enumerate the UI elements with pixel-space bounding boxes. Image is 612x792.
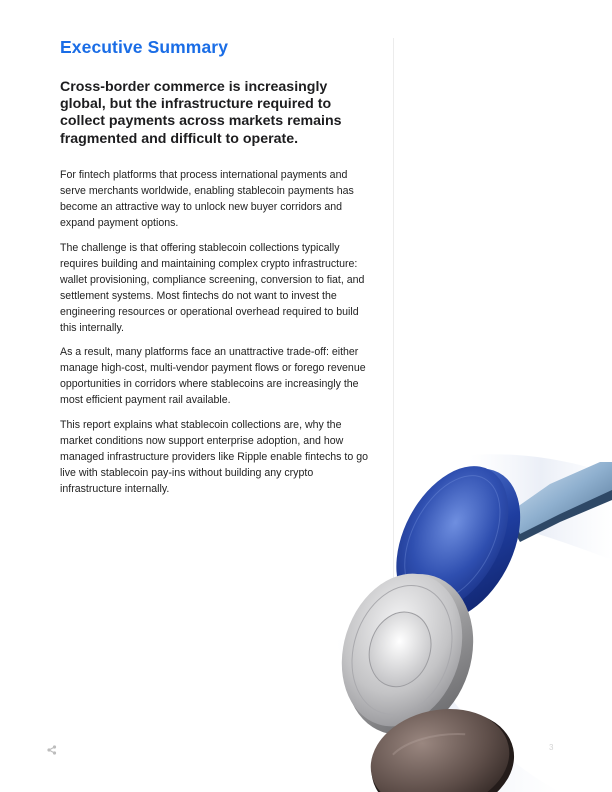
paragraph-2: The challenge is that offering stablecoin collections typically requires building and maintaining complex crypto infrastructure: wallet provisioning, compliance screening, conversion to fiat, and settlement systems. Most fintechs do not want to invest the engineering resources or operational overhead required to build this internally. [60, 241, 365, 334]
page-title: Executive Summary [60, 37, 229, 57]
lead-statement: Cross-border commerce is increasingly global, but the infrastructure required to collect payments across markets remains fragmented and difficult to operate. [60, 79, 342, 147]
paragraph-4: This report explains what stablecoin collections are, why the market conditions now support enterprise adoption, and how managed infrastructure providers like Ripple enable fintechs to go live with stablecoin pay-ins without building any crypto infrastructure internally. [60, 418, 368, 495]
page-number: 3 [549, 743, 554, 752]
paragraph-3: As a result, many platforms face an unattractive trade-off: either manage high-cost, multi-vendor payment flows or forego revenue opportunities in corridors where stablecoins are increasingly the most efficient payment rail available. [60, 346, 366, 406]
paragraph-1: For fintech platforms that process international payments and serve merchants worldwide, enabling stablecoin payments has become an attractive way to unlock new buyer corridors and expand payment options. [60, 169, 354, 229]
ripple-logo-icon [46, 744, 58, 756]
